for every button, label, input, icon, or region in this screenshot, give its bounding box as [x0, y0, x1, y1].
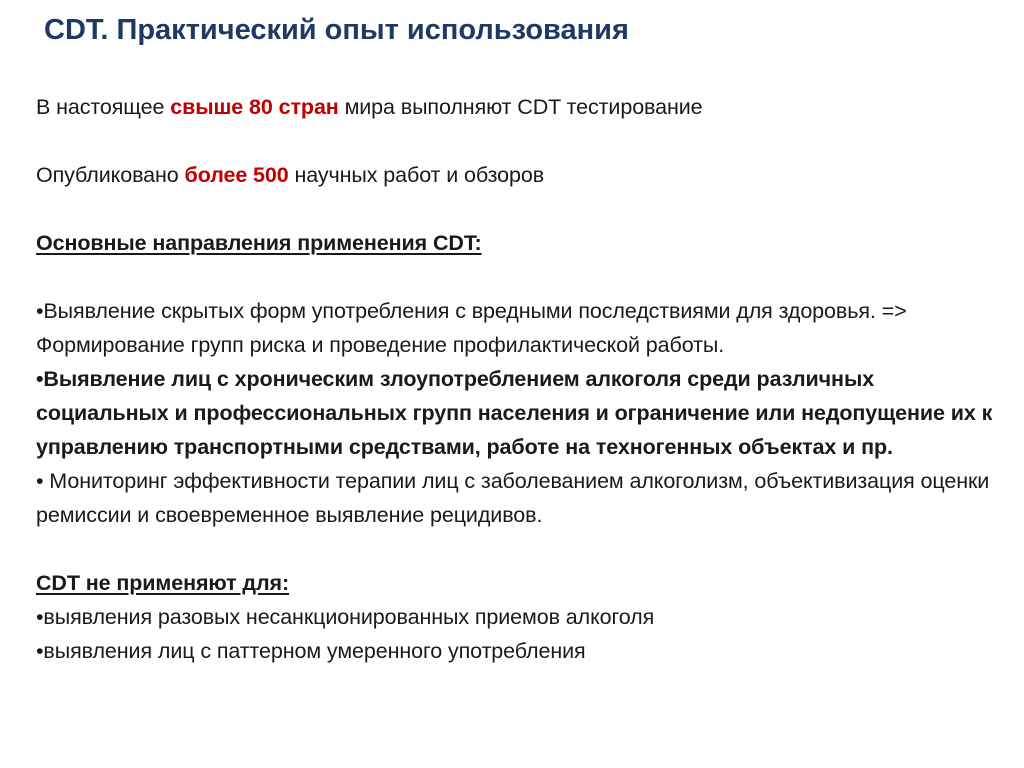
stat-publications-after: научных работ и обзоров [288, 163, 545, 187]
stat-countries [36, 90, 996, 124]
spacer [36, 124, 996, 158]
not-used-heading: CDT не применяют для: [36, 571, 290, 595]
spacer [36, 532, 996, 566]
not-used-item-single-intake: •выявления разовых несанкционированных приемов алкоголя [36, 605, 655, 629]
stat-publications-highlight: более 500 [184, 163, 289, 187]
use-item-hidden-forms: •Выявление скрытых форм употребления с вредными последствиями для здоровья. => Формирование групп риска и проведение профилактической работы. [36, 299, 907, 357]
spacer [36, 260, 996, 294]
use-item-therapy-monitoring: • Мониторинг эффективности терапии лиц с заболеванием алкоголизм, объективизация оценки ремиссии и своевременное выявление рецидивов. [36, 469, 990, 527]
slide-title: CDT. Практический опыт использования [44, 14, 629, 46]
use-item-chronic-abuse: •Выявление лиц с хроническим злоупотреблением алкоголя среди различных социальных и профессиональных групп населения и ограничение или недопущение их к управлению транспортными средствами, работе на техногенных объектах и пр. [36, 367, 993, 459]
stat-publications-before: Опубликовано [36, 163, 185, 187]
stat-countries-before: В настоящее [36, 95, 171, 119]
not-used-item-moderate-use: •выявления лиц с паттерном умеренного употребления [36, 639, 586, 663]
spacer [36, 192, 996, 226]
slide-content [36, 90, 996, 668]
stat-countries-highlight: свыше 80 стран [170, 95, 339, 119]
uses-heading: Основные направления применения CDT: [36, 231, 482, 255]
stat-countries-after: мира выполняют CDT тестирование [338, 95, 703, 119]
stat-publications [36, 158, 996, 192]
